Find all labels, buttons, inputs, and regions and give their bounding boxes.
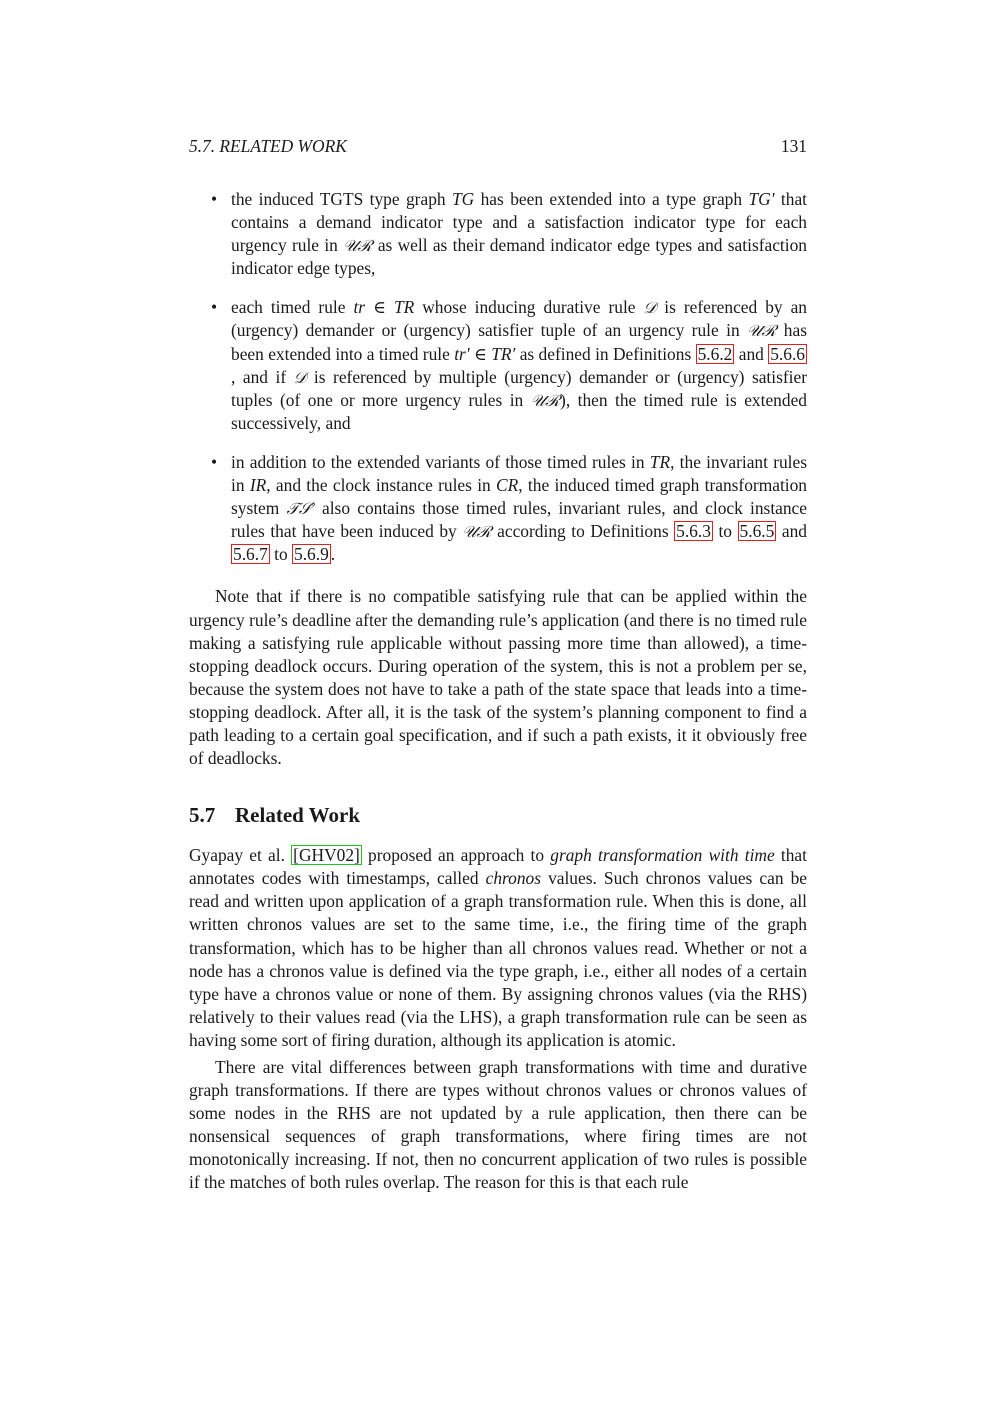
text: is referenced by multiple (urgency) demander or (urgency) satisfier tuples (of one or more urgency rules in: [231, 366, 807, 410]
running-header: [189, 135, 807, 161]
text: , and the clock instance rules in: [266, 475, 497, 496]
math-TR: TR: [393, 297, 415, 318]
section-heading: [189, 802, 807, 828]
text: Gyapay et al.: [189, 845, 292, 866]
bullet-item-timed-rule: [189, 296, 807, 435]
math-TR-prime: TR′: [491, 343, 516, 364]
page-number: 131: [780, 136, 807, 156]
math-UR: 𝒰ℛ: [343, 236, 373, 256]
definition-link-5-6-7[interactable]: 5.6.7: [233, 544, 268, 565]
text: , and if: [231, 366, 294, 387]
math-TG: TG: [451, 189, 475, 209]
text: and: [734, 343, 769, 364]
text: ∈: [365, 297, 394, 318]
text: each timed rule: [231, 297, 354, 318]
bullet-item-type-graph: [189, 188, 807, 280]
text: , the invariant rules in: [231, 451, 807, 496]
section-title: Related Work: [235, 803, 361, 828]
math-tr: tr: [353, 297, 366, 318]
text: in addition to the extended variants of those timed rules in: [231, 451, 650, 472]
math-UR: 𝒰ℛ: [747, 321, 777, 341]
math-IR: IR: [249, 475, 267, 496]
citation-link-GHV02[interactable]: [GHV02]: [293, 845, 360, 866]
math-TS-prime: 𝒯𝒮′: [286, 499, 315, 519]
text: to: [712, 521, 738, 542]
emphasis-chronos: chronos: [485, 868, 541, 889]
math-tr-prime: tr′: [454, 343, 470, 364]
note-paragraph: Note that if there is no compatible satisfying rule that can be applied within the urgency rule’s deadline after the demanding rule’s application (and there is no timed rule making a satisfying rule applicable without passing more time than allowed), a time-stopping deadlock occurs. During operation of the system, this is not a problem per se, because the system does not have to take a path of the state space that leads into a time-stopping deadlock. After all, it is the task of the system’s planning component to find a path leading to a certain goal specification, and if such a path exists, it it obviously free of deadlocks.: [189, 586, 807, 769]
text: to: [269, 544, 293, 565]
text: proposed an approach to: [361, 845, 551, 866]
math-CR: CR: [496, 475, 519, 496]
text: and: [776, 521, 807, 542]
math-UR: 𝒰ℛ: [530, 390, 561, 410]
emphasis-graph-transformation-with-time: graph transformation with time: [550, 845, 775, 866]
text: , the induced timed graph transformation system: [231, 475, 807, 519]
text: values. Such chronos values can be read and written upon application of a graph transformation rule. When this is done, all written chronos values are set to the same time, i.e., the firing time of the graph transformation, which has to be higher than all chronos values read. Whether or not a node has a chronos value is defined via the type graph, i.e., either all nodes of a certain type have a chronos value or none of them. By assigning chronos values (via the RHS) relatively to their values read (via the LHS), a graph transformation rule can be seen as having some sort of firing duration, although its application is atomic.: [189, 868, 807, 1050]
math-TR: TR: [649, 451, 671, 472]
definition-link-5-6-6[interactable]: 5.6.6: [770, 343, 805, 364]
math-D: 𝒟: [643, 298, 657, 318]
bullet-item-induced-system: [189, 451, 807, 566]
text: ), then the timed rule is extended successively, and: [231, 389, 807, 433]
math-TG-prime: TG′: [748, 189, 775, 209]
text: .: [330, 544, 336, 565]
bullet-list: [189, 188, 807, 566]
text: whose inducing durative rule: [414, 297, 644, 318]
text: also contains those timed rules, invariant rules, and clock instance rules that have been induced by: [231, 498, 807, 542]
page-content: [189, 135, 807, 1195]
definition-link-5-6-5[interactable]: 5.6.5: [739, 521, 775, 542]
text: ∈: [469, 343, 492, 364]
related-work-paragraph-1: [189, 844, 807, 1052]
text: according to Definitions: [491, 521, 675, 542]
text: the induced TGTS type graph: [231, 189, 452, 209]
math-D: 𝒟: [293, 367, 307, 387]
text: has been extended into a type graph: [474, 189, 749, 209]
math-UR: 𝒰ℛ: [462, 522, 492, 542]
text: that annotates codes with timestamps, called: [189, 845, 807, 889]
section-number: 5.7: [189, 803, 216, 828]
text: as well as their demand indicator edge types and satisfaction indicator edge types,: [231, 235, 807, 279]
text: that contains a demand indicator type and a satisfaction indicator type for each urgency rule in: [231, 189, 808, 256]
definition-link-5-6-2[interactable]: 5.6.2: [697, 343, 733, 364]
running-section-title: 5.7. RELATED WORK: [189, 136, 347, 156]
text: is referenced by an (urgency) demander or (urgency) satisfier tuple of an urgency rule in: [231, 297, 807, 341]
definition-link-5-6-9[interactable]: 5.6.9: [294, 544, 329, 565]
definition-link-5-6-3[interactable]: 5.6.3: [676, 521, 711, 542]
text: as defined in Definitions: [515, 343, 696, 364]
text: has been extended into a timed rule: [231, 320, 807, 364]
related-work-paragraph-2: There are vital differences between graph transformations with time and durative graph transformations. If there are types without chronos values or chronos values of some nodes in the RHS are not updated by a rule application, then there can be nonsensical sequences of graph transformations, where firing times are not monotonically increasing. If not, then no concurrent application of two rules is possible if the matches of both rules overlap. The reason for this is that each rule: [189, 1057, 807, 1193]
